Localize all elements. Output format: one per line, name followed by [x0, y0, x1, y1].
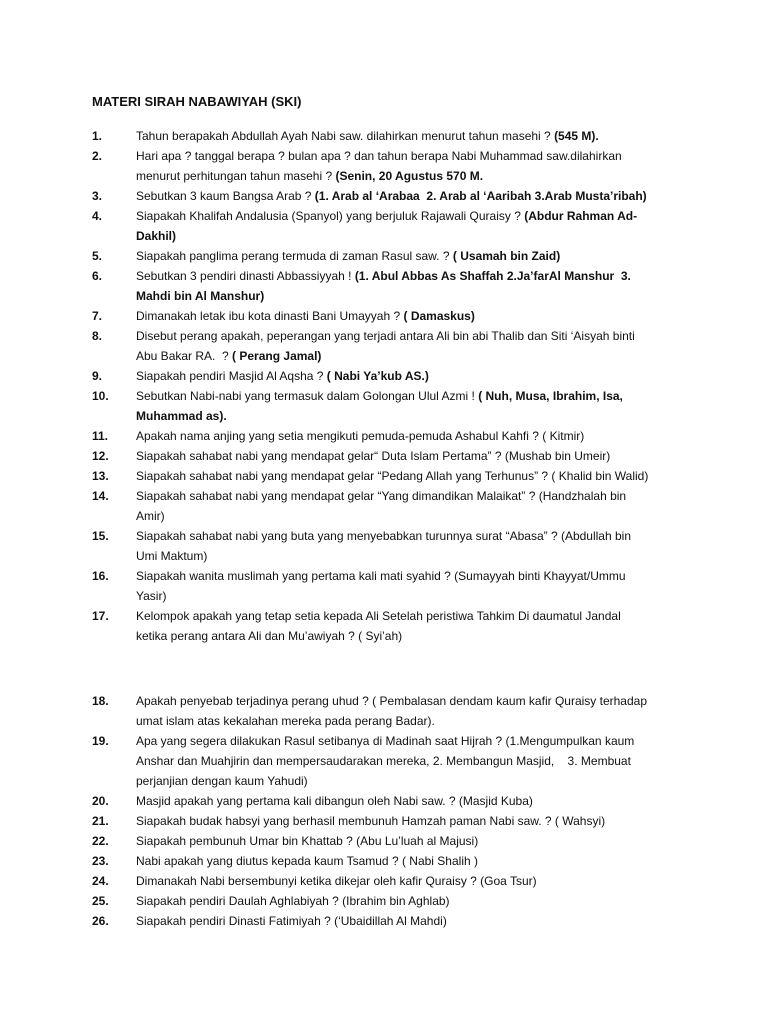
list-item — [92, 811, 692, 831]
answer: ( Nuh, Musa, Ibrahim, Isa, Muhammad as). — [136, 389, 623, 423]
question-text — [136, 266, 692, 306]
question-number: 24. — [92, 874, 109, 888]
list-item — [92, 146, 692, 186]
question-text — [136, 426, 692, 446]
question-number: 26. — [92, 914, 109, 928]
question: Dimanakah letak ibu kota dinasti Bani Umayyah ? — [136, 309, 404, 323]
question-text — [136, 731, 692, 791]
question-list-part1 — [92, 126, 692, 646]
question: Siapakah sahabat nabi yang buta yang menyebabkan turunnya surat “Abasa” ? (Abdullah bin Umi Maktum) — [136, 529, 632, 563]
answer: (Senin, 20 Agustus 570 M. — [335, 169, 484, 183]
list-item — [92, 691, 692, 731]
question-text — [136, 606, 692, 646]
list-item — [92, 606, 692, 646]
answer: (Abdur Rahman Ad- Dakhil) — [136, 209, 638, 243]
list-item — [92, 386, 692, 426]
question-text — [136, 871, 692, 891]
question: Siapakah pendiri Dinasti Fatimiyah ? (‘Ubaidillah Al Mahdi) — [136, 914, 447, 928]
question-number: 19. — [92, 734, 109, 748]
list-item — [92, 831, 692, 851]
question-number: 7. — [92, 309, 103, 323]
question-number: 16. — [92, 569, 109, 583]
question-text — [136, 126, 692, 146]
question-text — [136, 791, 692, 811]
list-item — [92, 486, 692, 526]
list-item — [92, 206, 692, 246]
list-item — [92, 791, 692, 811]
question: Hari apa ? tanggal berapa ? bulan apa ? dan tahun berapa Nabi Muhammad saw.dilahirkan menurut perhitungan tahun masehi ? — [136, 149, 622, 183]
answer: (1. Arab al ‘Arabaa 2. Arab al ‘Aaribah 3.Arab Musta’ribah) — [314, 189, 647, 203]
question-number: 10. — [92, 389, 109, 403]
list-item — [92, 266, 692, 306]
question-number: 22. — [92, 834, 109, 848]
question-number: 11. — [92, 429, 109, 443]
answer: ( Nabi Ya’kub AS.) — [326, 369, 429, 383]
list-item — [92, 851, 692, 871]
answer: ( Perang Jamal) — [232, 349, 322, 363]
question-number: 12. — [92, 449, 109, 463]
question-text — [136, 526, 692, 566]
question-text — [136, 691, 692, 731]
question-number: 1. — [92, 129, 103, 143]
question: Apa yang segera dilakukan Rasul setibanya di Madinah saat Hijrah ? (1.Mengumpulkan kaum Anshar dan Muahjirin dan mempersaudarakan mereka, 2. Membangun Masjid, 3. Membuat perjanjian dengan kaum Yahudi) — [136, 734, 635, 788]
question: Siapakah Khalifah Andalusia (Spanyol) yang berjuluk Rajawali Quraisy ? — [136, 209, 525, 223]
question-text — [136, 246, 692, 266]
question: Siapakah budak habsyi yang berhasil membunuh Hamzah paman Nabi saw. ? ( Wahsyi) — [136, 814, 606, 828]
question-number: 2. — [92, 149, 103, 163]
question-text — [136, 466, 692, 486]
answer: (1. Abul Abbas As Shaffah 2.Ja’farAl Manshur 3. Mahdi bin Al Manshur) — [136, 269, 631, 303]
page-title: MATERI SIRAH NABAWIYAH (SKI) — [92, 94, 302, 109]
question-number: 23. — [92, 854, 109, 868]
question: Kelompok apakah yang tetap setia kepada Ali Setelah peristiwa Tahkim Di daumatul Jandal ketika perang antara Ali dan Mu’awiyah ? ( Syi’ah) — [136, 609, 621, 643]
question-number: 4. — [92, 209, 103, 223]
question-number: 9. — [92, 369, 103, 383]
question-number: 18. — [92, 694, 109, 708]
question: Siapakah sahabat nabi yang mendapat gelar“ Duta Islam Pertama” ? (Mushab bin Umeir) — [136, 449, 611, 463]
question: Apakah penyebab terjadinya perang uhud ? ( Pembalasan dendam kaum kafir Quraisy terhadap umat islam atas kekalahan mereka pada perang Badar). — [136, 694, 647, 728]
question-text — [136, 206, 692, 246]
question-text — [136, 911, 692, 931]
question-number: 8. — [92, 329, 103, 343]
question-text — [136, 486, 692, 526]
question-number: 14. — [92, 489, 109, 503]
answer: (545 M). — [554, 129, 599, 143]
question: Siapakah pendiri Daulah Aghlabiyah ? (Ibrahim bin Aghlab) — [136, 894, 450, 908]
answer: ( Damaskus) — [403, 309, 475, 323]
question: Siapakah pendiri Masjid Al Aqsha ? — [136, 369, 327, 383]
question-number: 6. — [92, 269, 103, 283]
list-item — [92, 126, 692, 146]
question-number: 3. — [92, 189, 103, 203]
list-item — [92, 446, 692, 466]
question: Sebutkan 3 kaum Bangsa Arab ? — [136, 189, 315, 203]
question-text — [136, 811, 692, 831]
list-item — [92, 366, 692, 386]
answer: ( Usamah bin Zaid) — [452, 249, 561, 263]
question-text — [136, 386, 692, 426]
question-text — [136, 891, 692, 911]
question-text — [136, 306, 692, 326]
list-item — [92, 466, 692, 486]
question: Nabi apakah yang diutus kepada kaum Tsamud ? ( Nabi Shalih ) — [136, 854, 478, 868]
list-item — [92, 306, 692, 326]
question-text — [136, 566, 692, 606]
list-item — [92, 246, 692, 266]
question: Dimanakah Nabi bersembunyi ketika dikejar oleh kafir Quraisy ? (Goa Tsur) — [136, 874, 537, 888]
question-number: 15. — [92, 529, 109, 543]
question-list-part2 — [92, 691, 692, 931]
question: Siapakah panglima perang termuda di zaman Rasul saw. ? — [136, 249, 453, 263]
list-item — [92, 566, 692, 606]
question-text — [136, 366, 692, 386]
list-item — [92, 911, 692, 931]
question-number: 13. — [92, 469, 109, 483]
list-item — [92, 891, 692, 911]
list-item — [92, 186, 692, 206]
question-number: 25. — [92, 894, 109, 908]
list-item — [92, 326, 692, 366]
question-text — [136, 186, 692, 206]
question-number: 5. — [92, 249, 103, 263]
question: Siapakah pembunuh Umar bin Khattab ? (Abu Lu’luah al Majusi) — [136, 834, 479, 848]
question-text — [136, 851, 692, 871]
list-item — [92, 526, 692, 566]
question: Masjid apakah yang pertama kali dibangun oleh Nabi saw. ? (Masjid Kuba) — [136, 794, 533, 808]
list-item — [92, 871, 692, 891]
list-item — [92, 731, 692, 791]
question-text — [136, 831, 692, 851]
question-number: 20. — [92, 794, 109, 808]
question: Siapakah sahabat nabi yang mendapat gelar “Pedang Allah yang Terhunus” ? ( Khalid bin Walid) — [136, 469, 649, 483]
list-item — [92, 426, 692, 446]
question: Apakah nama anjing yang setia mengikuti pemuda-pemuda Ashabul Kahfi ? ( Kitmir) — [136, 429, 585, 443]
question-number: 17. — [92, 609, 109, 623]
question: Sebutkan 3 pendiri dinasti Abbassiyyah ! — [136, 269, 355, 283]
question: Siapakah wanita muslimah yang pertama kali mati syahid ? (Sumayyah binti Khayyat/Ummu Yasir) — [136, 569, 626, 603]
question-text — [136, 146, 692, 186]
question-text — [136, 326, 692, 366]
question: Disebut perang apakah, peperangan yang terjadi antara Ali bin abi Thalib dan Siti ‘Aisyah binti Abu Bakar RA. ? — [136, 329, 635, 363]
question: Siapakah sahabat nabi yang mendapat gelar “Yang dimandikan Malaikat” ? (Handzhalah bin Amir) — [136, 489, 627, 523]
question-number: 21. — [92, 814, 109, 828]
question-text — [136, 446, 692, 466]
question: Sebutkan Nabi-nabi yang termasuk dalam Golongan Ulul Azmi ! — [136, 389, 479, 403]
question: Tahun berapakah Abdullah Ayah Nabi saw. dilahirkan menurut tahun masehi ? — [136, 129, 555, 143]
